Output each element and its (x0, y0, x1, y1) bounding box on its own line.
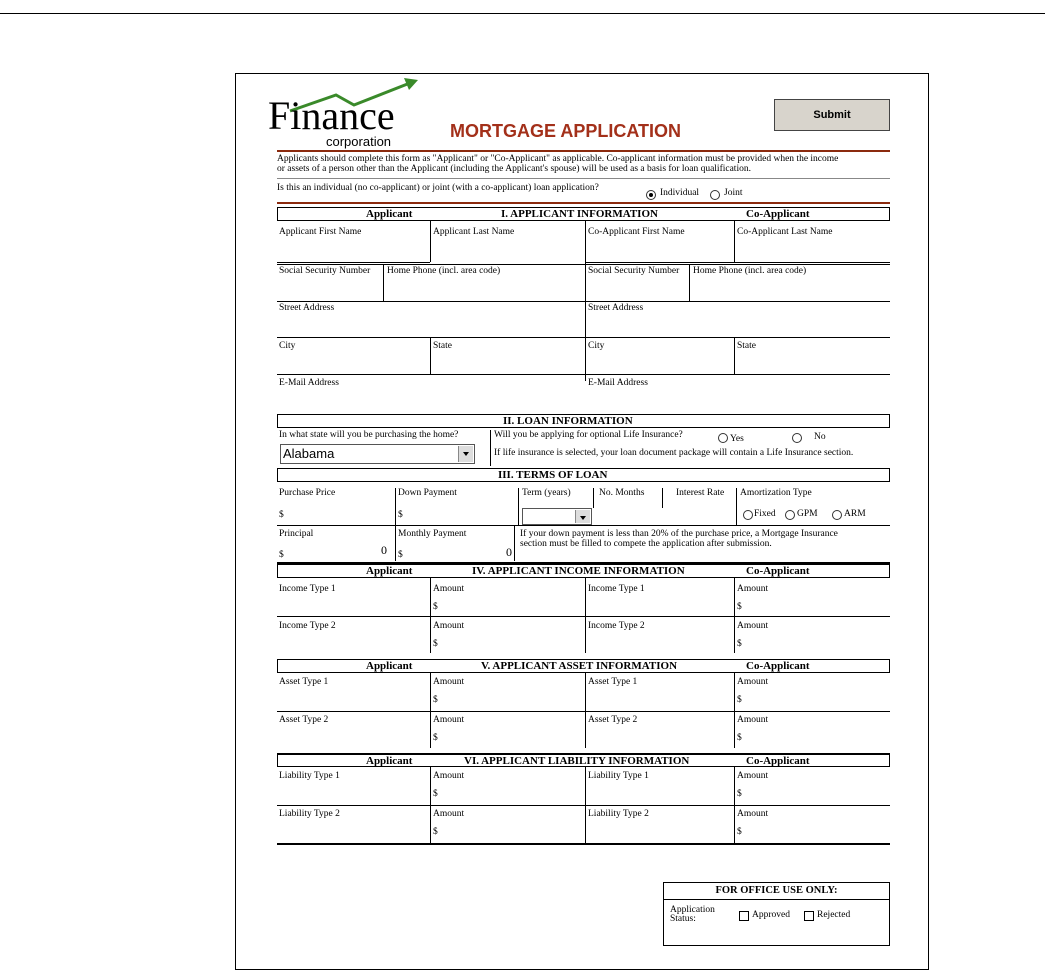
home-phone-field[interactable]: Home Phone (incl. area code) (387, 266, 501, 276)
insurance-no-label: No (814, 432, 826, 442)
row-line (277, 337, 890, 338)
row-line (277, 525, 890, 526)
office-use-title: FOR OFFICE USE ONLY: (664, 883, 889, 900)
co-asset-type-2-field[interactable]: Asset Type 2 (588, 715, 638, 725)
cell-divider (490, 430, 491, 466)
application-status-label-2: Status: (670, 914, 696, 924)
intro-line-1: Applicants should complete this form as "Applicant" or "Co-Applicant" as applicable. Co-applicant information must be provided when the income (277, 154, 839, 164)
row-line (585, 262, 890, 263)
co-asset-amount-1-label: Amount (737, 677, 769, 687)
cell-divider (593, 488, 594, 508)
applicant-heading: Applicant (366, 565, 413, 577)
application-type-question: Is this an individual (no co-applicant) or joint (with a co-applicant) loan application? (277, 183, 599, 193)
co-ssn-field[interactable]: Social Security Number (588, 266, 680, 276)
co-applicant-heading: Co-Applicant (746, 755, 810, 767)
co-home-phone-field[interactable]: Home Phone (incl. area code) (693, 266, 807, 276)
email-field[interactable]: E-Mail Address (279, 378, 339, 388)
co-income-amount-2-dollar: $ (737, 639, 742, 649)
divider (277, 178, 890, 179)
state-question: In what state will you be purchasing the home? (279, 430, 459, 440)
cell-divider (518, 488, 519, 525)
co-applicant-first-name-field[interactable]: Co-Applicant First Name (588, 227, 685, 237)
section-3-title: III. TERMS OF LOAN (498, 469, 608, 481)
co-applicant-last-name-field[interactable]: Co-Applicant Last Name (737, 227, 833, 237)
co-income-type-1-field[interactable]: Income Type 1 (588, 584, 645, 594)
asset-amount-2-label: Amount (433, 715, 465, 725)
co-income-type-2-field[interactable]: Income Type 2 (588, 621, 645, 631)
section-1-title: I. APPLICANT INFORMATION (501, 208, 658, 220)
co-liability-amount-2-label: Amount (737, 809, 769, 819)
cell-divider (514, 525, 515, 561)
co-liability-type-2-field[interactable]: Liability Type 2 (588, 809, 649, 819)
asset-type-2-field[interactable]: Asset Type 2 (279, 715, 329, 725)
office-use-box (663, 882, 890, 946)
co-income-amount-1-dollar: $ (737, 602, 742, 612)
co-asset-type-1-field[interactable]: Asset Type 1 (588, 677, 638, 687)
header-rule (277, 150, 890, 152)
co-liability-type-1-field[interactable]: Liability Type 1 (588, 771, 649, 781)
cell-divider (734, 221, 735, 262)
co-asset-amount-2-label: Amount (737, 715, 769, 725)
section-2-header (277, 414, 890, 428)
street-address-field[interactable]: Street Address (279, 303, 335, 313)
income-amount-1-dollar: $ (433, 602, 438, 612)
liability-amount-2-label: Amount (433, 809, 465, 819)
row-line (277, 262, 430, 263)
liability-amount-1-label: Amount (433, 771, 465, 781)
co-asset-amount-2-dollar: $ (737, 733, 742, 743)
applicant-heading: Applicant (366, 660, 413, 672)
section-4-title: IV. APPLICANT INCOME INFORMATION (472, 565, 685, 577)
asset-amount-1-dollar: $ (433, 695, 438, 705)
form-page (235, 73, 929, 970)
cell-divider (689, 264, 690, 301)
principal-value: 0 (381, 543, 387, 557)
liability-amount-2-dollar: $ (433, 827, 438, 837)
gpm-label: GPM (797, 509, 818, 519)
asset-amount-1-label: Amount (433, 677, 465, 687)
applicant-heading: Applicant (366, 755, 413, 767)
co-income-amount-1-label: Amount (737, 584, 769, 594)
income-amount-2-label: Amount (433, 621, 465, 631)
co-street-address-field[interactable]: Street Address (588, 303, 644, 313)
fixed-label: Fixed (754, 509, 776, 519)
cell-divider (430, 337, 431, 374)
rejected-label: Rejected (817, 910, 851, 920)
section-6-title: VI. APPLICANT LIABILITY INFORMATION (464, 755, 690, 767)
co-email-field[interactable]: E-Mail Address (588, 378, 648, 388)
gpm-radio[interactable] (785, 510, 795, 520)
income-amount-2-dollar: $ (433, 639, 438, 649)
section-4-header (277, 564, 890, 578)
insurance-note: If life insurance is selected, your loan document package will contain a Life Insurance section. (494, 448, 854, 458)
principal-label: Principal (279, 529, 314, 539)
arm-label: ARM (844, 509, 866, 519)
monthly-payment-label: Monthly Payment (398, 529, 467, 539)
joint-label: Joint (724, 188, 743, 198)
cell-divider (734, 337, 735, 374)
row-line (277, 805, 890, 806)
co-liability-amount-1-dollar: $ (737, 789, 742, 799)
insurance-no-radio[interactable] (792, 433, 802, 443)
term-years-label: Term (years) (522, 488, 571, 498)
logo-text: Finance (268, 93, 395, 138)
fixed-radio[interactable] (743, 510, 753, 520)
co-liability-amount-1-label: Amount (737, 771, 769, 781)
asset-type-1-field[interactable]: Asset Type 1 (279, 677, 329, 687)
cell-divider (430, 221, 431, 262)
rejected-checkbox[interactable] (804, 911, 814, 921)
no-months-field[interactable]: No. Months (599, 488, 645, 498)
down-payment-note-1: If your down payment is less than 20% of the purchase price, a Mortgage Insurance (520, 529, 838, 539)
top-rule (0, 13, 1045, 14)
chevron-down-icon[interactable] (575, 510, 590, 523)
section-5-title: V. APPLICANT ASSET INFORMATION (481, 660, 678, 672)
state-field[interactable]: State (433, 341, 452, 351)
co-applicant-heading: Co-Applicant (746, 565, 810, 577)
form-title: MORTGAGE APPLICATION (450, 121, 681, 141)
co-income-amount-2-label: Amount (737, 621, 769, 631)
liability-type-1-field[interactable]: Liability Type 1 (279, 771, 340, 781)
cell-divider (395, 525, 396, 561)
cell-divider (395, 488, 396, 525)
interest-rate-field[interactable]: Interest Rate (676, 488, 725, 498)
co-asset-amount-1-dollar: $ (737, 695, 742, 705)
income-type-2-field[interactable]: Income Type 2 (279, 621, 336, 631)
ssn-field[interactable]: Social Security Number (279, 266, 371, 276)
individual-radio[interactable] (646, 190, 656, 200)
insurance-yes-label: Yes (730, 434, 744, 444)
liability-type-2-field[interactable]: Liability Type 2 (279, 809, 340, 819)
applicant-first-name-field[interactable]: Applicant First Name (279, 227, 362, 237)
income-amount-1-label: Amount (433, 584, 465, 594)
co-state-field[interactable]: State (737, 341, 756, 351)
term-years-select[interactable] (522, 508, 592, 525)
liability-amount-1-dollar: $ (433, 789, 438, 799)
question-rule (277, 202, 890, 204)
state-select-value: Alabama (283, 446, 335, 461)
row-line (277, 616, 890, 617)
joint-radio[interactable] (710, 190, 720, 200)
chevron-down-icon[interactable] (458, 446, 473, 462)
submit-button[interactable]: Submit (774, 99, 890, 131)
row-line (277, 264, 890, 265)
cell-divider (662, 488, 663, 508)
purchase-price-field[interactable]: Purchase Price (279, 488, 336, 498)
down-payment-field[interactable]: Down Payment (398, 488, 457, 498)
purchase-price-dollar: $ (279, 510, 284, 520)
section-5-header (277, 659, 890, 673)
state-select[interactable] (280, 444, 475, 464)
approved-checkbox[interactable] (739, 911, 749, 921)
approved-label: Approved (752, 910, 790, 920)
section-6-header (277, 753, 890, 767)
arm-radio[interactable] (832, 510, 842, 520)
application-status-label-1: Application (670, 905, 715, 915)
down-payment-note-2: section must be filled to compete the application after submission. (520, 539, 772, 549)
income-type-1-field[interactable]: Income Type 1 (279, 584, 336, 594)
principal-dollar: $ (279, 550, 284, 560)
insurance-yes-radio[interactable] (718, 433, 728, 443)
co-applicant-heading: Co-Applicant (746, 208, 810, 220)
row-line (277, 301, 890, 302)
cell-divider (383, 264, 384, 301)
down-payment-dollar: $ (398, 510, 403, 520)
bottom-rule (277, 843, 890, 845)
city-field[interactable]: City (279, 341, 296, 351)
amortization-label: Amortization Type (740, 488, 812, 498)
row-line (277, 711, 890, 712)
applicant-last-name-field[interactable]: Applicant Last Name (433, 227, 515, 237)
section-1-header (277, 207, 890, 221)
cell-divider (736, 488, 737, 525)
co-city-field[interactable]: City (588, 341, 605, 351)
section-2-title: II. LOAN INFORMATION (503, 415, 633, 427)
asset-amount-2-dollar: $ (433, 733, 438, 743)
intro-line-2: or assets of a person other than the Applicant (including the Applicant's spouse) will be used as a basis for loan qualification. (277, 164, 751, 174)
co-applicant-heading: Co-Applicant (746, 660, 810, 672)
row-line (277, 374, 890, 375)
monthly-payment-value: 0 (506, 545, 512, 559)
section-3-header (277, 468, 890, 482)
insurance-question: Will you be applying for optional Life Insurance? (494, 430, 683, 440)
co-liability-amount-2-dollar: $ (737, 827, 742, 837)
applicant-heading: Applicant (366, 208, 413, 220)
logo-subtext: corporation (326, 134, 392, 149)
individual-label: Individual (660, 188, 700, 198)
monthly-payment-dollar: $ (398, 550, 403, 560)
